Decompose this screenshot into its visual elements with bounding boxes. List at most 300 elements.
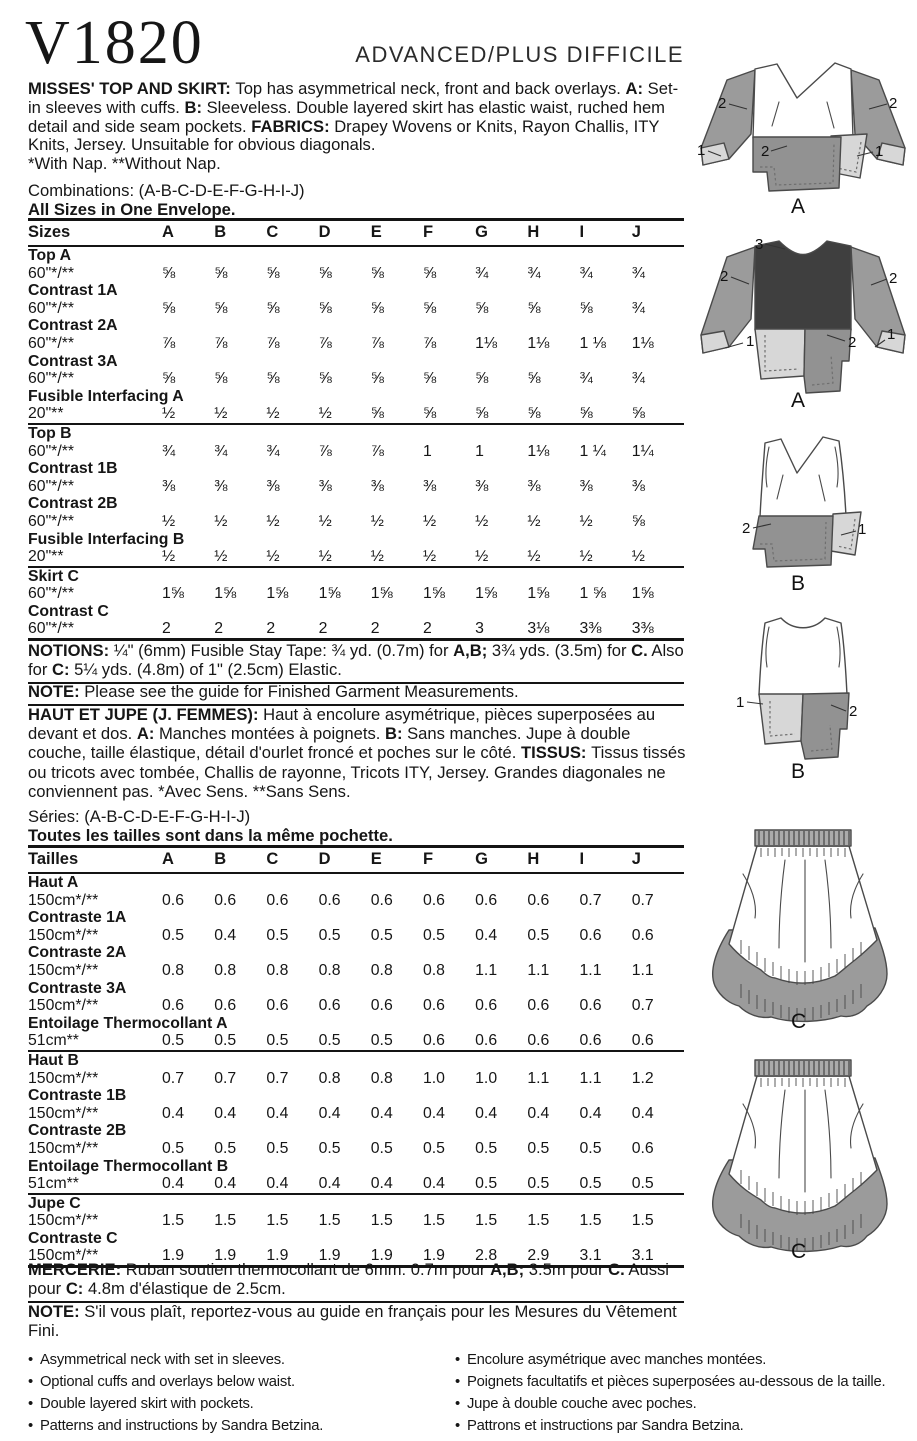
yardage-value-row [28,335,684,353]
yardage-value: ¾ [266,442,280,460]
column-header: Tailles [28,847,162,874]
yardage-value: 2 [422,620,432,638]
yardage-value: 0.5 [370,926,393,944]
text-run: S'il vous plaît, reportez-vous au guide en français pour les Mesures du Vêtement Fini. [28,1302,677,1340]
yardage-value: ½ [475,548,489,566]
yardage-value: 1.0 [422,1069,445,1087]
yardage-value: 2 [162,620,171,638]
feature-item: • Double layered skirt with pockets. [28,1393,448,1415]
yardage-item-label: Haut A [28,874,79,891]
fabric-width: 150cm*/** [28,1104,99,1122]
yardage-value: ⅝ [370,405,384,423]
illustration-column [690,0,917,1441]
top-a-back-body [755,241,851,330]
yardage-value: ⅝ [214,264,228,282]
yardage-value: 0.6 [579,997,602,1015]
fabric-width: 20"** [28,548,64,566]
yardage-value: ¾ [631,370,645,388]
yardage-value: ⅜ [422,477,437,495]
yardage-value: 0.5 [527,1139,550,1157]
yardage-value-row [28,620,684,639]
fabric-width: 60"*/** [28,299,75,317]
yardage-value: 1.9 [162,1247,184,1265]
yardage-value: 0.4 [370,1175,393,1193]
yardage-item-label-row [28,1194,684,1213]
yardage-value: 1⅝ [422,585,445,603]
yardage-value: 0.6 [266,997,289,1015]
yardage-item-label: Contraste 1B [28,1087,127,1105]
fabric-width: 20"** [28,405,64,423]
yardage-value: 0.8 [318,1069,341,1087]
yardage-value: ⅜ [162,477,176,495]
yardage-value: 1.9 [214,1247,237,1265]
yardage-value: 0.6 [527,891,550,909]
yardage-value-row [28,1140,684,1158]
yardage-value: ½ [631,548,645,566]
yardage-item-label: Haut B [28,1051,684,1070]
yardage-value: 0.4 [266,1175,289,1193]
yardage-value: ⅜ [214,477,228,495]
yardage-item-label-row [28,1015,684,1033]
yardage-value: 3 [475,620,484,638]
yardage-value: 0.4 [475,1104,498,1122]
yardage-value: 1.9 [318,1247,341,1265]
callout-label: 1 [697,142,706,159]
yardage-item-label-row [28,531,684,549]
combinations-line: Combinations: (A-B-C-D-E-F-G-H-I-J) [28,181,305,200]
yardage-value: 1.5 [162,1212,184,1230]
top-b-back-overlay-gray [801,693,849,759]
yardage-value: 1.1 [527,1069,550,1087]
yardage-value: ½ [318,405,332,423]
feature-item: • Pattrons et instructions par Sandra Betzina. [455,1415,910,1437]
yardage-value: 0.5 [370,1032,393,1050]
yardage-value-row [28,1175,684,1194]
yardage-value: 1.5 [266,1212,289,1230]
yardage-value: 1.1 [579,961,602,979]
yardage-value: 0.8 [370,961,393,979]
yardage-value: ½ [422,548,437,566]
yardage-item-label: Contrast 1B [28,460,118,478]
yardage-value: 0.6 [318,891,341,909]
feature-item: • Asymmetrical neck with set in sleeves. [28,1349,448,1371]
difficulty-label: ADVANCED/PLUS DIFFICILE [355,42,684,67]
yardage-value: 0.6 [162,891,184,909]
yardage-item-label-row [28,1158,684,1176]
text-run: Drapey Wovens or Knits, Rayon Challis, ITY Knits, Jersey. Unsuitable for obvious diagonals. [28,116,660,155]
yardage-value: ⅝ [422,299,437,317]
yardage-value: 1⅝ [318,585,341,603]
yardage-value: ⅜ [475,477,489,495]
description-en-text [28,80,688,155]
yardage-value-row [28,300,684,318]
top-b-back-overlay-light [759,694,803,744]
yardage-value: ¾ [214,442,228,460]
text-run: 3¾ yds. (3.5m) for [487,641,632,660]
nap-note: *With Nap. **Without Nap. [28,154,221,174]
column-header: B [214,220,266,247]
yardage-value: 1.0 [475,1069,498,1087]
view-a-caption: A [791,389,806,411]
yardage-value-row [28,1212,684,1230]
fabric-width: 60"*/** [28,442,75,460]
yardage-value: 0.8 [370,1069,393,1087]
yardage-value: 0.7 [631,997,654,1015]
yardage-value: 0.7 [266,1069,289,1087]
yardage-value: ½ [214,405,228,423]
yardage-item-label-row [28,567,684,586]
yardage-value: ½ [527,512,541,530]
column-header: J [632,220,684,247]
text-run: Top has asymmetrical neck, front and back overlays. [235,79,626,98]
text-run: Set-in sleeves with cuffs. [28,79,679,117]
yardage-value: ⅞ [422,334,437,352]
column-header: G [475,847,527,874]
column-header: B [214,847,266,874]
column-header: F [423,847,475,874]
yardage-value: 1⅝ [266,585,289,603]
yardage-item-label: Entoilage Thermocollant B [28,1157,229,1175]
yardage-table-fr [28,845,684,1268]
callout-label: 2 [720,268,729,285]
fabric-width: 150cm*/** [28,1212,99,1230]
yardage-value: 0.6 [475,1032,498,1050]
callout-label: 3 [755,236,764,253]
yardage-value: ⅜ [318,477,332,495]
fabric-width: 150cm*/** [28,1139,99,1157]
series-line: Séries: (A-B-C-D-E-F-G-H-I-J) [28,807,251,826]
bold-text: NOTE: [28,682,85,701]
yardage-value: 0.4 [162,1104,184,1122]
yardage-value: ⅝ [475,370,489,388]
yardage-item-label: Fusible Interfacing A [28,387,184,405]
yardage-value: 0.7 [631,891,654,909]
yardage-value: 0.4 [162,1175,184,1193]
bold-text: NOTIONS: [28,641,114,660]
callout-label: 2 [761,143,770,160]
callout-label: 2 [849,703,858,720]
yardage-value: ½ [527,548,541,566]
yardage-value: ½ [318,512,332,530]
yardage-value: ⅝ [318,370,332,388]
yardage-value: 0.6 [370,891,393,909]
yardage-value-row [28,443,684,461]
yardage-value: 0.6 [631,1139,654,1157]
yardage-value-row [28,927,684,945]
yardage-value: 0.4 [214,926,237,944]
yardage-value: 0.6 [631,1032,654,1050]
yardage-value: ⅝ [631,405,645,423]
yardage-value-row [28,997,684,1015]
yardage-item-label: Fusible Interfacing B [28,530,185,548]
yardage-value: 1.5 [579,1212,602,1230]
feature-item: • Patterns and instructions by Sandra Betzina. [28,1415,448,1437]
yardage-value: ⅝ [162,264,176,282]
yardage-value: 0.5 [527,926,550,944]
view-c-caption: C [791,1010,807,1033]
yardage-value: 0.5 [214,1139,237,1157]
yardage-value: 1.1 [475,961,498,979]
text-run: Sleeveless. Double layered skirt has elastic waist, ruched hem detail and side seam pockets. [28,97,665,136]
yardage-value: 1⅛ [527,442,550,460]
yardage-value: 2 [370,620,380,638]
yardage-value: ⅜ [266,477,280,495]
fabric-width: 150cm*/** [28,926,99,944]
bold-text: B: [384,724,408,744]
yardage-value: 1.9 [422,1247,445,1265]
yardage-value: 1.1 [631,961,654,979]
yardage-value: 0.8 [162,961,184,979]
yardage-value: 0.4 [370,1104,393,1122]
bold-text: FABRICS: [251,116,335,136]
yardage-value: 0.4 [579,1104,602,1122]
yardage-value: ½ [162,548,176,566]
callout-label: 1 [875,143,884,160]
yardage-value: ⅜ [370,477,384,495]
yardage-value: 0.5 [318,1032,341,1050]
column-header: F [423,220,475,247]
yardage-value: ⅞ [370,334,384,352]
yardage-item-label-row [28,1122,684,1140]
column-header: A [162,220,214,247]
yardage-value: ⅝ [370,370,384,388]
yardage-value-row [28,370,684,388]
yardage-value: 1.1 [527,961,550,979]
yardage-value: 1.9 [266,1247,289,1265]
yardage-value: ½ [162,512,176,530]
bold-text: A,B; [453,641,488,660]
yardage-value: 0.4 [266,1104,289,1122]
callout-label: 2 [742,520,751,537]
yardage-value: 1 ⅝ [579,585,606,603]
note-en [28,683,684,706]
yardage-value: ⅞ [318,334,332,352]
yardage-value: 1⅝ [475,585,498,603]
combinations-block [28,182,688,219]
callout-label: 1 [746,333,755,350]
yardage-value: ¾ [475,264,489,282]
view-c-caption: C [791,1240,807,1263]
yardage-value: ⅝ [318,299,332,317]
bold-text: A: [136,724,159,744]
yardage-value: 0.6 [422,997,445,1015]
yardage-value: ⅞ [162,334,176,352]
yardage-item-label-row [28,246,684,265]
callout-label: 1 [736,694,745,711]
bold-text: A,B; [490,1260,525,1279]
column-header: I [580,220,632,247]
yardage-value: 0.5 [266,926,289,944]
yardage-value: ½ [579,548,593,566]
yardage-item-label-row [28,1087,684,1105]
yardage-value: 1.5 [318,1212,341,1230]
yardage-item-label-row [28,944,684,962]
fabric-width: 150cm*/** [28,1069,99,1087]
yardage-item-label: Contraste 3A [28,979,127,997]
yardage-value: ½ [214,548,228,566]
mercerie-note [28,1260,684,1303]
yardage-value: 0.7 [579,891,602,909]
yardage-value: ½ [422,512,437,530]
yardage-value: ⅝ [370,299,384,317]
garment-b-front-illustration [693,425,913,595]
yardage-value: ⅝ [422,405,437,423]
yardage-value: 0.6 [422,891,445,909]
yardage-value: 1⅛ [527,334,550,352]
yardage-value: ⅝ [579,405,593,423]
yardage-value: 0.4 [475,926,498,944]
yardage-value: 0.5 [214,1032,237,1050]
yardage-item-label: Contraste 1A [28,909,127,927]
yardage-value: ¾ [631,299,645,317]
yardage-value: 0.4 [527,1104,550,1122]
note-fr [28,1302,688,1340]
yardage-value: ½ [370,512,384,530]
yardage-value: ⅝ [475,299,489,317]
yardage-value: ⅜ [527,477,541,495]
yardage-value: 1.5 [527,1212,550,1230]
yardage-value: 1¼ [631,442,654,460]
yardage-item-label: Top A [28,247,71,264]
yardage-value: 1⅝ [527,585,550,603]
yardage-item-label-row [28,424,684,443]
yardage-value-row [28,1105,684,1123]
yardage-item-label: Contraste C [28,1229,118,1247]
column-header: A [162,847,214,874]
yardage-value: 0.8 [214,961,237,979]
yardage-item-label: Top B [28,424,684,443]
notions-note [28,641,684,684]
bold-text: C: [51,660,70,679]
yardage-value: 1⅝ [631,585,654,603]
yardage-value: ⅝ [370,264,384,282]
fabric-width: 60"*/** [28,620,75,638]
pattern-number: V1820 [25,9,204,77]
yardage-value: ½ [475,512,489,530]
yardage-value: ¾ [527,264,541,282]
yardage-value: ⅝ [422,264,437,282]
fabric-width: 150cm*/** [28,961,99,979]
yardage-value: 0.5 [527,1175,550,1193]
bold-text: HAUT ET JUPE (J. FEMMES): [28,705,264,724]
yardage-item-label: Contrast 1A [28,282,118,300]
text-run: ¼" (6mm) Fusible Stay Tape: ¾ yd. (0.7m) for [113,641,454,660]
callout-label: 2 [718,95,727,112]
yardage-value: ⅜ [579,477,593,495]
yardage-value: 2 [266,620,276,638]
yardage-value: ⅜ [631,477,645,495]
yardage-value: 1⅝ [214,585,237,603]
toutes-tailles-line: Toutes les tailles sont dans la même pochette. [28,825,393,845]
yardage-value: 1 ¼ [579,442,606,460]
yardage-value-row [28,1070,684,1088]
garment-a-front-illustration [693,60,913,218]
yardage-value: 0.8 [266,961,289,979]
text-run: Tissus tissés ou tricots avec tombée, Challis de rayonne, Tricots ITY, Jersey. Grandes diagonales ne conviennent pas. *Avec Sens. **Sans Sens. [28,743,686,801]
fabric-width: 51cm** [28,1175,79,1193]
feature-item: • Poignets facultatifs et pièces superposées au-dessous de la taille. [455,1371,910,1393]
yardage-value: ⅝ [266,299,280,317]
yardage-value-row [28,548,684,567]
features-list-en [28,1349,448,1437]
garment-a-back-illustration [693,235,913,411]
yardage-value: 0.6 [214,891,237,909]
yardage-value-row [28,513,684,531]
yardage-value: 0.4 [318,1104,341,1122]
yardage-value: ½ [579,512,593,530]
yardage-value: ⅝ [266,370,280,388]
fabric-width: 150cm*/** [28,1247,99,1265]
yardage-value: 0.6 [370,997,393,1015]
feature-item: • Encolure asymétrique avec manches montées. [455,1349,910,1371]
yardage-item-label-row [28,317,684,335]
column-header: D [319,220,371,247]
table-header-row [28,220,684,247]
top-a-back-overlay-light [755,329,805,379]
description-en [28,80,688,174]
yardage-value: 0.6 [214,997,237,1015]
fabric-width: 150cm*/** [28,891,99,909]
yardage-value: 0.7 [214,1069,237,1087]
yardage-value: ⅝ [527,299,541,317]
yardage-value: 0.5 [579,1139,602,1157]
all-sizes-line: All Sizes in One Envelope. [28,199,236,219]
yardage-value: 1.9 [370,1247,393,1265]
callout-label: 1 [858,521,867,538]
yardage-value: ⅝ [631,512,645,530]
yardage-item-label-row [28,603,684,621]
yardage-value: ⅝ [162,299,176,317]
bold-text: TISSUS: [520,743,592,763]
callout-label: 2 [889,95,898,112]
yardage-value: 0.5 [631,1175,654,1193]
yardage-value: ¾ [579,264,593,282]
yardage-value: ½ [214,512,228,530]
yardage-value: 1.5 [422,1212,445,1230]
yardage-item-label: Contrast 3A [28,352,118,370]
text-run: 3.5m pour [524,1260,609,1279]
column-header: J [632,847,684,874]
yardage-value: 0.5 [162,1139,184,1157]
yardage-value: 3.1 [579,1247,602,1265]
yardage-value: 0.6 [162,997,184,1015]
yardage-value: 1 [422,442,432,460]
skirt-c-front-illustration [693,812,913,1034]
yardage-value: 1.2 [631,1069,654,1087]
yardage-value: ½ [266,405,280,423]
yardage-item-label-row [28,460,684,478]
top-b-back-body [759,618,847,695]
yardage-value: 3⅜ [631,620,654,638]
yardage-value-row [28,1032,684,1051]
text-run: 5¼ yds. (4.8m) of 1" (2.5cm) Elastic. [69,660,342,679]
skirt-c-back-illustration [693,1042,913,1264]
yardage-item-label-row [28,388,684,406]
yardage-value: ⅝ [527,370,541,388]
yardage-value: 0.4 [422,1104,445,1122]
yardage-value: 0.8 [422,961,445,979]
yardage-value: 0.6 [266,891,289,909]
text-run: 4.8m d'élastique de 2.5cm. [83,1279,286,1298]
yardage-item-label: Contrast C [28,602,109,620]
yardage-value: 0.5 [266,1139,289,1157]
yardage-value: ⅞ [318,442,332,460]
yardage-value: 0.8 [318,961,341,979]
bold-text: C. [631,641,648,660]
yardage-value: 2.8 [475,1247,498,1265]
view-a-caption: A [791,195,806,218]
yardage-value-row [28,892,684,910]
